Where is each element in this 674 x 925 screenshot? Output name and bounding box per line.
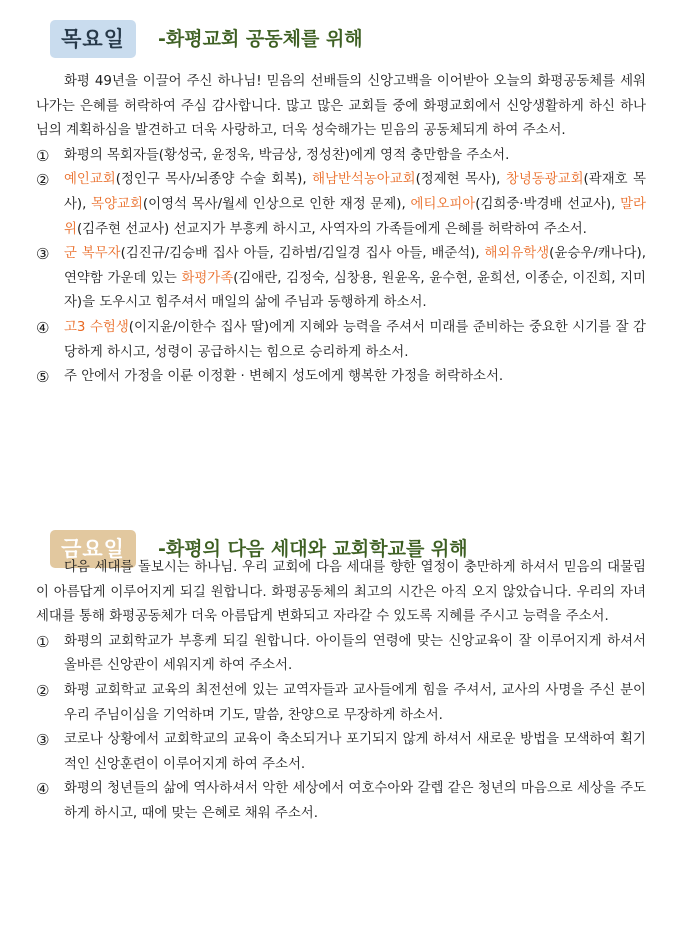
section-header	[0, 18, 674, 62]
item-text: (정제현 목사),	[415, 172, 506, 188]
friday-section	[0, 528, 674, 821]
highlighted-name: 해남반석농아교회	[312, 172, 416, 188]
item-text: (김희중·박경배 선교사),	[475, 196, 621, 212]
day-badge: 목요일	[50, 20, 136, 58]
item-text: 화평의 목회자들(황성국, 윤정욱, 박금상, 정성찬)에게 영적 충만함을 주소서.	[64, 147, 510, 163]
item-text: (김애란, 김정숙, 심창용, 원윤옥, 윤수현, 윤희선, 이종순, 이진희, 지미자)을 도우시고 힘주셔서 매일의 삶에 주님과 동행하게 하소서.	[64, 270, 646, 311]
prayer-list	[36, 144, 646, 390]
prayer-item	[36, 777, 646, 826]
intro-paragraph: 다음 세대를 돌보시는 하나님. 우리 교회에 다음 세대를 향한 열정이 충만하게 하셔서 믿음의 대물림이 아름답게 이루어지게 되길 원합니다. 화평공동체의 최고의 시간은 아직 오지 않았습니다. 우리의 자녀 세대를 통해 화평공동체가 더욱 아름답게 변화되고 자라갈 수 있도록 지혜를 주시고 능력을 주소서.	[36, 560, 646, 625]
prayer-list	[36, 630, 646, 827]
item-text: 화평의 청년들의 삶에 역사하셔서 악한 세상에서 여호수아와 갈렙 같은 청년의 마음으로 세상을 주도하게 하시고, 때에 맞는 은혜로 채워 주소서.	[64, 781, 646, 821]
item-text: 주 안에서 가정을 이룬 이정환 · 변혜지 성도에게 행복한 가정을 허락하소서.	[64, 369, 504, 385]
highlighted-name: 예인교회	[64, 172, 116, 188]
item-number: ④	[36, 780, 50, 799]
day-badge: 금요일	[50, 530, 136, 568]
item-text: (윤승우/캐나다), 연약함 가운데 있는	[64, 246, 646, 286]
item-text: 코로나 상황에서 교회학교의 교육이 축소되거나 포기되지 않게 하셔서 새로운 방법을 모색하여 획기적인 신앙훈련이 이루어지게 하여 주소서.	[64, 732, 646, 772]
prayer-item	[36, 168, 646, 242]
item-number: ②	[36, 171, 50, 190]
prayer-item	[36, 365, 646, 390]
item-number: ①	[36, 146, 50, 165]
item-text: (이영석 목사/월세 인상으로 인한 재정 문제),	[142, 196, 411, 212]
prayer-item	[36, 630, 646, 679]
section-title: -화평교회 공동체를 위해	[158, 28, 363, 50]
highlighted-name: 해외유학생	[484, 246, 550, 262]
prayer-item	[36, 242, 646, 316]
item-text: 화평 교회학교 교육의 최전선에 있는 교역자들과 교사들에게 힘을 주셔서, 교사의 사명을 주신 분이 우리 주님이심을 기억하며 기도, 말씀, 찬양으로 무장하게 하소서.	[64, 682, 646, 723]
highlighted-name: 고3 수험생	[64, 319, 129, 335]
thursday-section	[0, 18, 674, 387]
prayer-item	[36, 316, 646, 365]
section-body	[36, 70, 646, 390]
intro-paragraph: 화평 49년을 이끌어 주신 하나님! 믿음의 선배들의 신앙고백을 이어받아 오늘의 화평공동체를 세워나가는 은혜를 허락하여 주심 감사합니다. 많고 많은 교회들 중에 화평교회에서 신앙생활하게 하신 하나님의 계획하심을 발견하고 더욱 사랑하고, 더욱 성숙해가는 믿음의 공동체되게 하여 주소서.	[36, 74, 646, 139]
highlighted-name: 에티오피아	[410, 196, 476, 212]
prayer-item	[36, 144, 646, 169]
item-text: (김주현 선교사) 선교지가 부흥케 하시고, 사역자의 가족들에게 은혜를 허락하여 주소서.	[76, 221, 587, 237]
highlighted-name: 군 복무자	[64, 246, 121, 262]
item-number: ④	[36, 318, 50, 337]
item-number: ③	[36, 731, 50, 750]
prayer-item	[36, 728, 646, 777]
item-number: ②	[36, 681, 50, 700]
item-number: ③	[36, 245, 50, 264]
section-title: -화평의 다음 세대와 교회학교를 위해	[158, 538, 468, 560]
item-text: (김진규/김승배 집사 아들, 김하범/김일경 집사 아들, 배준석),	[120, 246, 485, 262]
item-text: (곽재호 목사),	[64, 172, 646, 212]
item-text: (이지윤/이한수 집사 딸)에게 지혜와 능력을 주셔서 미래를 준비하는 중요한 시기를 잘 감당하게 하시고, 성령이 공급하시는 힘으로 승리하게 하소서.	[64, 319, 646, 360]
item-text: 화평의 교회학교가 부흥케 되길 원합니다. 아이들의 연령에 맞는 신앙교육이 잘 이루어지게 하셔서 올바른 신앙관이 세워지게 하여 주소서.	[64, 633, 646, 674]
highlighted-name: 화평가족	[181, 270, 234, 286]
item-text: (정인구 목사/뇌종양 수술 회복),	[115, 172, 313, 188]
highlighted-name: 창녕동광교회	[505, 172, 584, 188]
section-body	[36, 556, 646, 827]
highlighted-name: 말라위	[64, 196, 646, 237]
prayer-item	[36, 679, 646, 728]
item-number: ⑤	[36, 368, 50, 387]
highlighted-name: 목양교회	[91, 196, 143, 212]
item-number: ①	[36, 632, 50, 651]
